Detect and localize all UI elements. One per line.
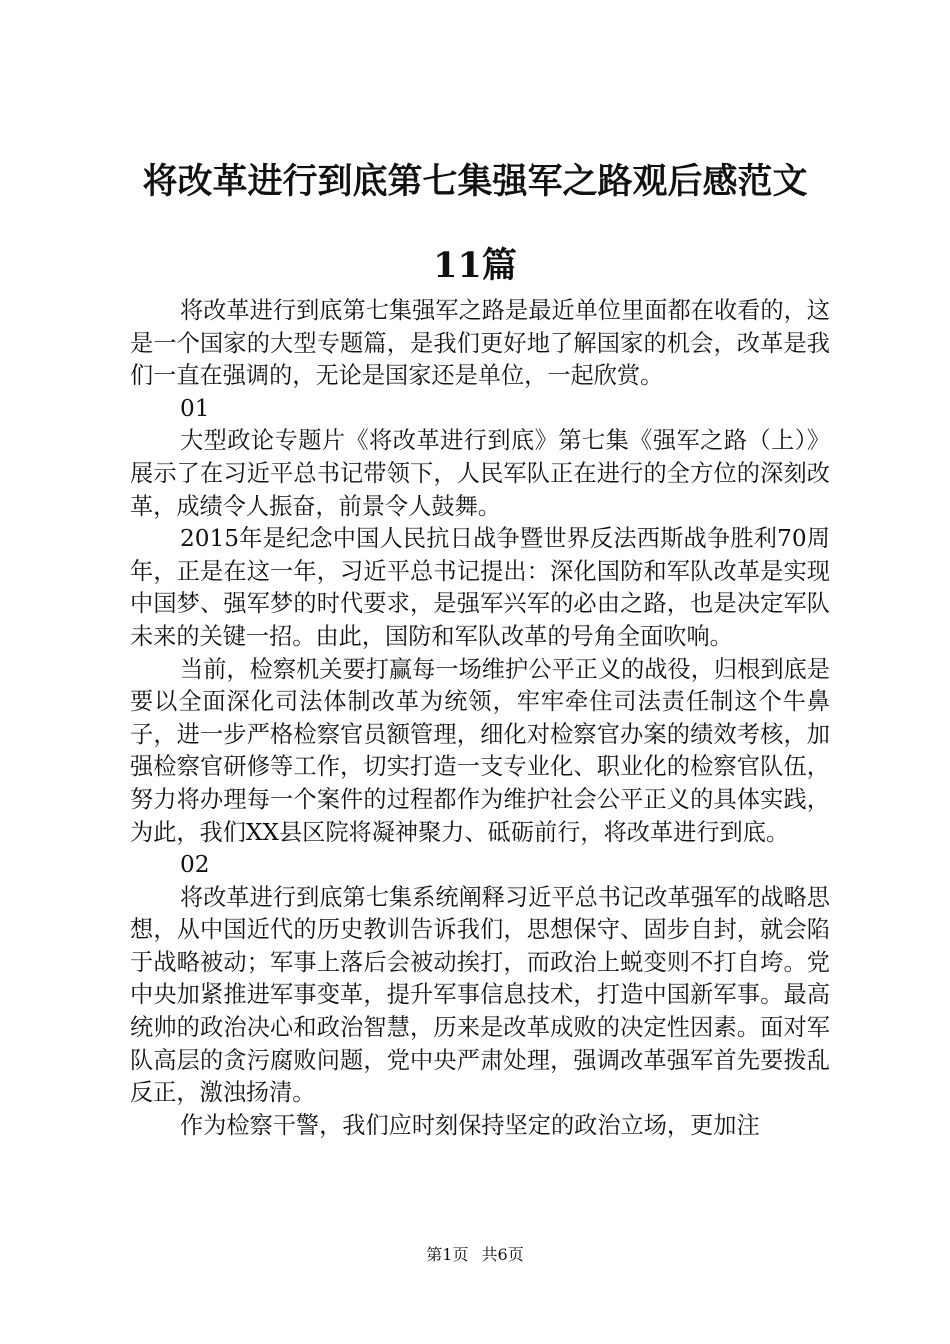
paragraph: 大型政论专题片《将改革进行到底》第七集《强军之路（上）》展示了在习近平总书记带领下，人民军队正在进行的全方位的深刻改革，成绩令人振奋，前景令人鼓舞。	[130, 427, 830, 520]
page-footer	[0, 1245, 950, 1265]
document-title-line-1: 将改革进行到底第七集强军之路观后感范文	[142, 161, 808, 202]
page-number: 第1页	[426, 1245, 469, 1264]
page-total: 共6页	[481, 1245, 524, 1264]
paragraph: 当前，检察机关要打赢每一场维护公平正义的战役，归根到底是要以全面深化司法体制改革为统领，牢牢牵住司法责任制这个牛鼻子，进一步严格检察官员额管理，细化对检察官办案的绩效考核，加强检察官研修等工作，切实打造一支专业化、职业化的检察官队伍，努力将办理每一个案件的过程都作为维护社会公平正义的具体实践，为此，我们XX县区院将凝神聚力、砥砺前行，将改革进行到底。	[130, 655, 830, 846]
paragraph: 作为检察干警，我们应时刻保持坚定的政治立场，更加注	[180, 1111, 760, 1139]
document-title-line-2: 11篇	[433, 245, 517, 286]
paragraph-intro: 将改革进行到底第七集强军之路是最近单位里面都在收看的，这是一个国家的大型专题篇，是我们更好地了解国家的机会，改革是我们一直在强调的，无论是国家还是单位，一起欣赏。	[130, 297, 830, 390]
document-body	[130, 295, 830, 1142]
section-number-01: 01	[180, 394, 210, 422]
paragraph: 2015年是纪念中国人民抗日战争暨世界反法西斯战争胜利70周年，正是在这一年，习近平总书记提出：深化国防和军队改革是实现中国梦、强军梦的时代要求，是强军兴军的必由之路，也是决定军队未来的关键一招。由此，国防和军队改革的号角全面吹响。	[130, 525, 830, 650]
section-number-02: 02	[180, 851, 210, 879]
paragraph: 将改革进行到底第七集系统阐释习近平总书记改革强军的战略思想，从中国近代的历史教训告诉我们，思想保守、固步自封，就会陷于战略被动；军事上落后会被动挨打，而政治上蜕变则不打自垮。党中央加紧推进军事变革，提升军事信息技术，打造中国新军事。最高统帅的政治决心和政治智慧，历来是改革成败的决定性因素。面对军队高层的贪污腐败问题，党中央严肃处理，强调改革强军首先要拨乱反正，激浊扬清。	[130, 883, 830, 1107]
